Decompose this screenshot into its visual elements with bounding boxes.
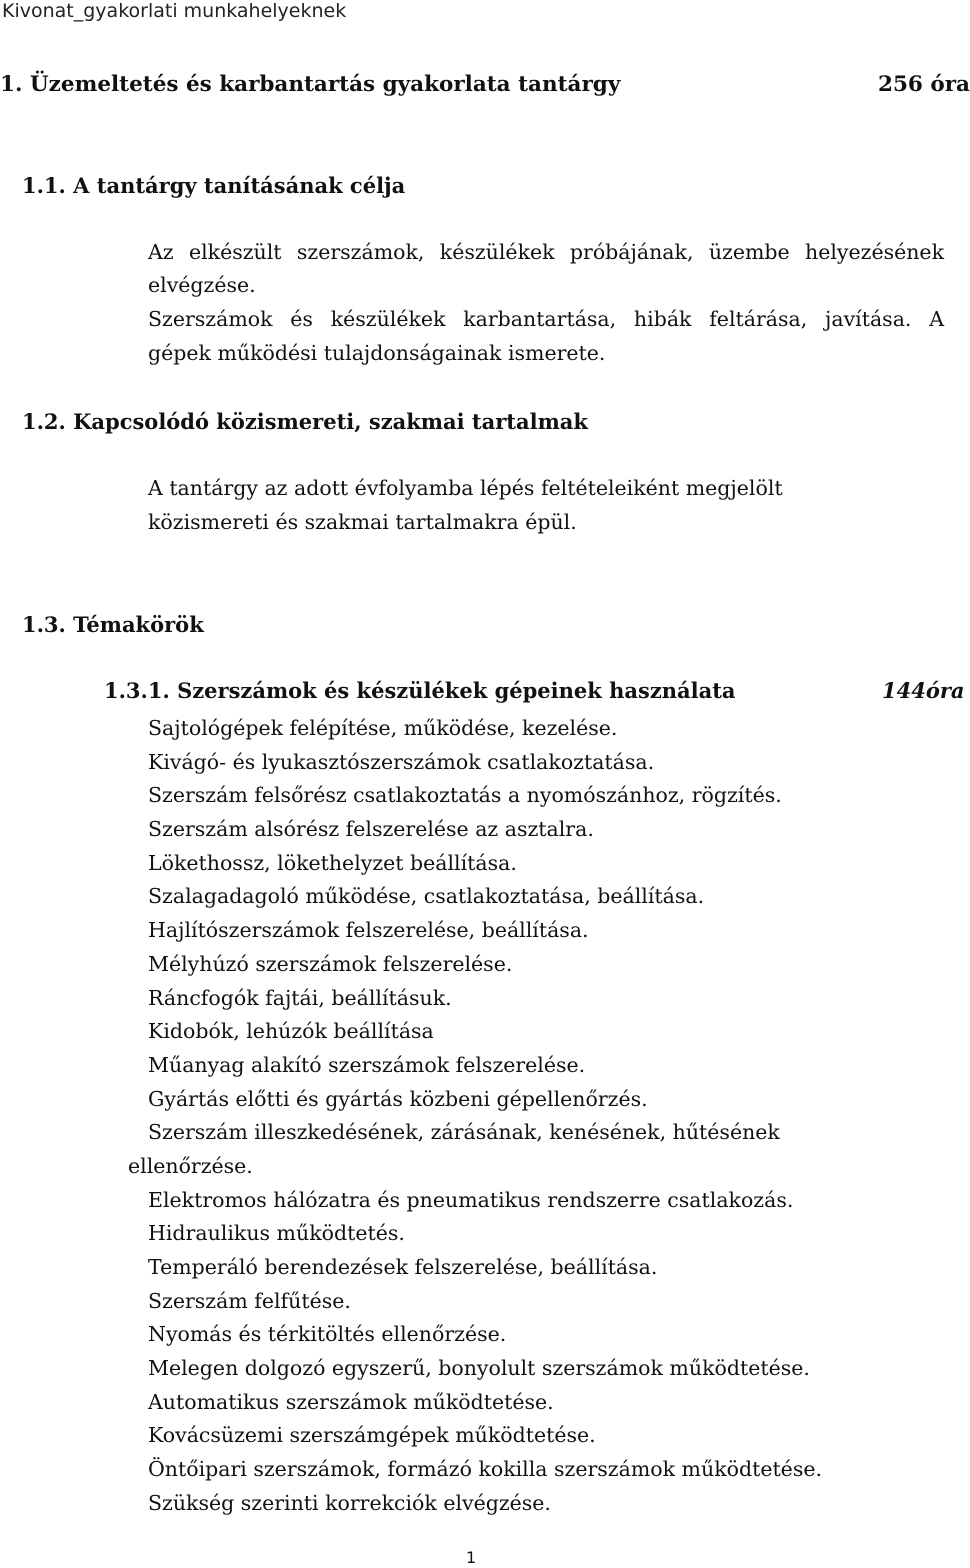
list-item: Automatikus szerszámok működtetése.	[148, 1389, 554, 1414]
section-1-1-title: 1.1. A tantárgy tanításának célja	[22, 173, 406, 198]
list-item: Kivágó- és lyukasztószerszámok csatlakoztatása.	[148, 749, 655, 774]
list-item: Szerszám illeszkedésének, zárásának, kenésének, hűtésének	[148, 1120, 780, 1145]
section-1-3-1-hours: 144óra	[882, 678, 965, 703]
list-item: Sajtológépek felépítése, működése, kezelése.	[148, 716, 618, 740]
list-item: Ráncfogók fajtái, beállításuk.	[148, 985, 452, 1010]
topic-list	[128, 712, 822, 1521]
section-1-3-title: 1.3. Témakörök	[22, 612, 204, 637]
section-1-2-title: 1.2. Kapcsolódó közismereti, szakmai tartalmak	[22, 409, 588, 434]
section-1-3-1-title: 1.3.1. Szerszámok és készülékek gépeinek használata	[104, 678, 736, 703]
s11-p1-line1: Az elkészült szerszámok, készülékek próbájának, üzembe helyezésének	[148, 240, 944, 264]
s12-p-line2: közismereti és szakmai tartalmakra épül.	[148, 510, 577, 534]
s12-p-line1: A tantárgy az adott évfolyamba lépés feltételeiként megjelölt	[148, 476, 783, 500]
list-item: Hidraulikus működtetés.	[148, 1221, 405, 1246]
list-item: Hajlítószerszámok felszerelése, beállítása.	[148, 918, 589, 943]
list-item: Nyomás és térkitöltés ellenőrzése.	[148, 1322, 507, 1347]
list-item: Kovácsüzemi szerszámgépek működtetése.	[148, 1423, 596, 1448]
list-item: Szerszám alsórész felszerelése az asztalra.	[148, 817, 594, 842]
s11-p1-line2: elvégzése.	[148, 273, 256, 297]
list-item: Melegen dolgozó egyszerű, bonyolult szerszámok működtetése.	[148, 1356, 810, 1381]
list-item: Műanyag alakító szerszámok felszerelése.	[148, 1052, 586, 1077]
list-item: Szükség szerinti korrekciók elvégzése.	[148, 1490, 551, 1515]
list-item: Szerszám felsőrész csatlakoztatás a nyomószánhoz, rögzítés.	[148, 783, 782, 808]
list-item: Szerszám felfűtése.	[148, 1288, 351, 1313]
list-item: Temperáló berendezések felszerelése, beállítása.	[148, 1255, 658, 1279]
section-1-title: 1. Üzemeltetés és karbantartás gyakorlata tantárgy	[0, 72, 621, 97]
list-item: Elektromos hálózatra és pneumatikus rendszerre csatlakozás.	[148, 1187, 794, 1212]
list-item: Szalagadagoló működése, csatlakoztatása, beállítása.	[148, 884, 705, 909]
list-item: Kidobók, lehúzók beállítása	[148, 1019, 434, 1044]
s11-p2-line1: Szerszámok és készülékek karbantartása, hibák feltárása, javítása. A	[148, 307, 944, 331]
s11-p2-line2: gépek működési tulajdonságainak ismerete.	[148, 341, 606, 365]
list-item: Lökethossz, lökethelyzet beállítása.	[148, 850, 517, 875]
list-item: Mélyhúzó szerszámok felszerelése.	[148, 951, 513, 976]
page-number: 1	[466, 1548, 477, 1567]
list-item: Öntőipari szerszámok, formázó kokilla szerszámok működtetése.	[148, 1457, 822, 1482]
running-header: Kivonat_gyakorlati munkahelyeknek	[2, 0, 347, 22]
list-item: Gyártás előtti és gyártás közbeni gépellenőrzés.	[148, 1086, 648, 1111]
list-item: ellenőrzése.	[128, 1153, 253, 1178]
section-1-hours: 256 óra	[878, 72, 970, 97]
